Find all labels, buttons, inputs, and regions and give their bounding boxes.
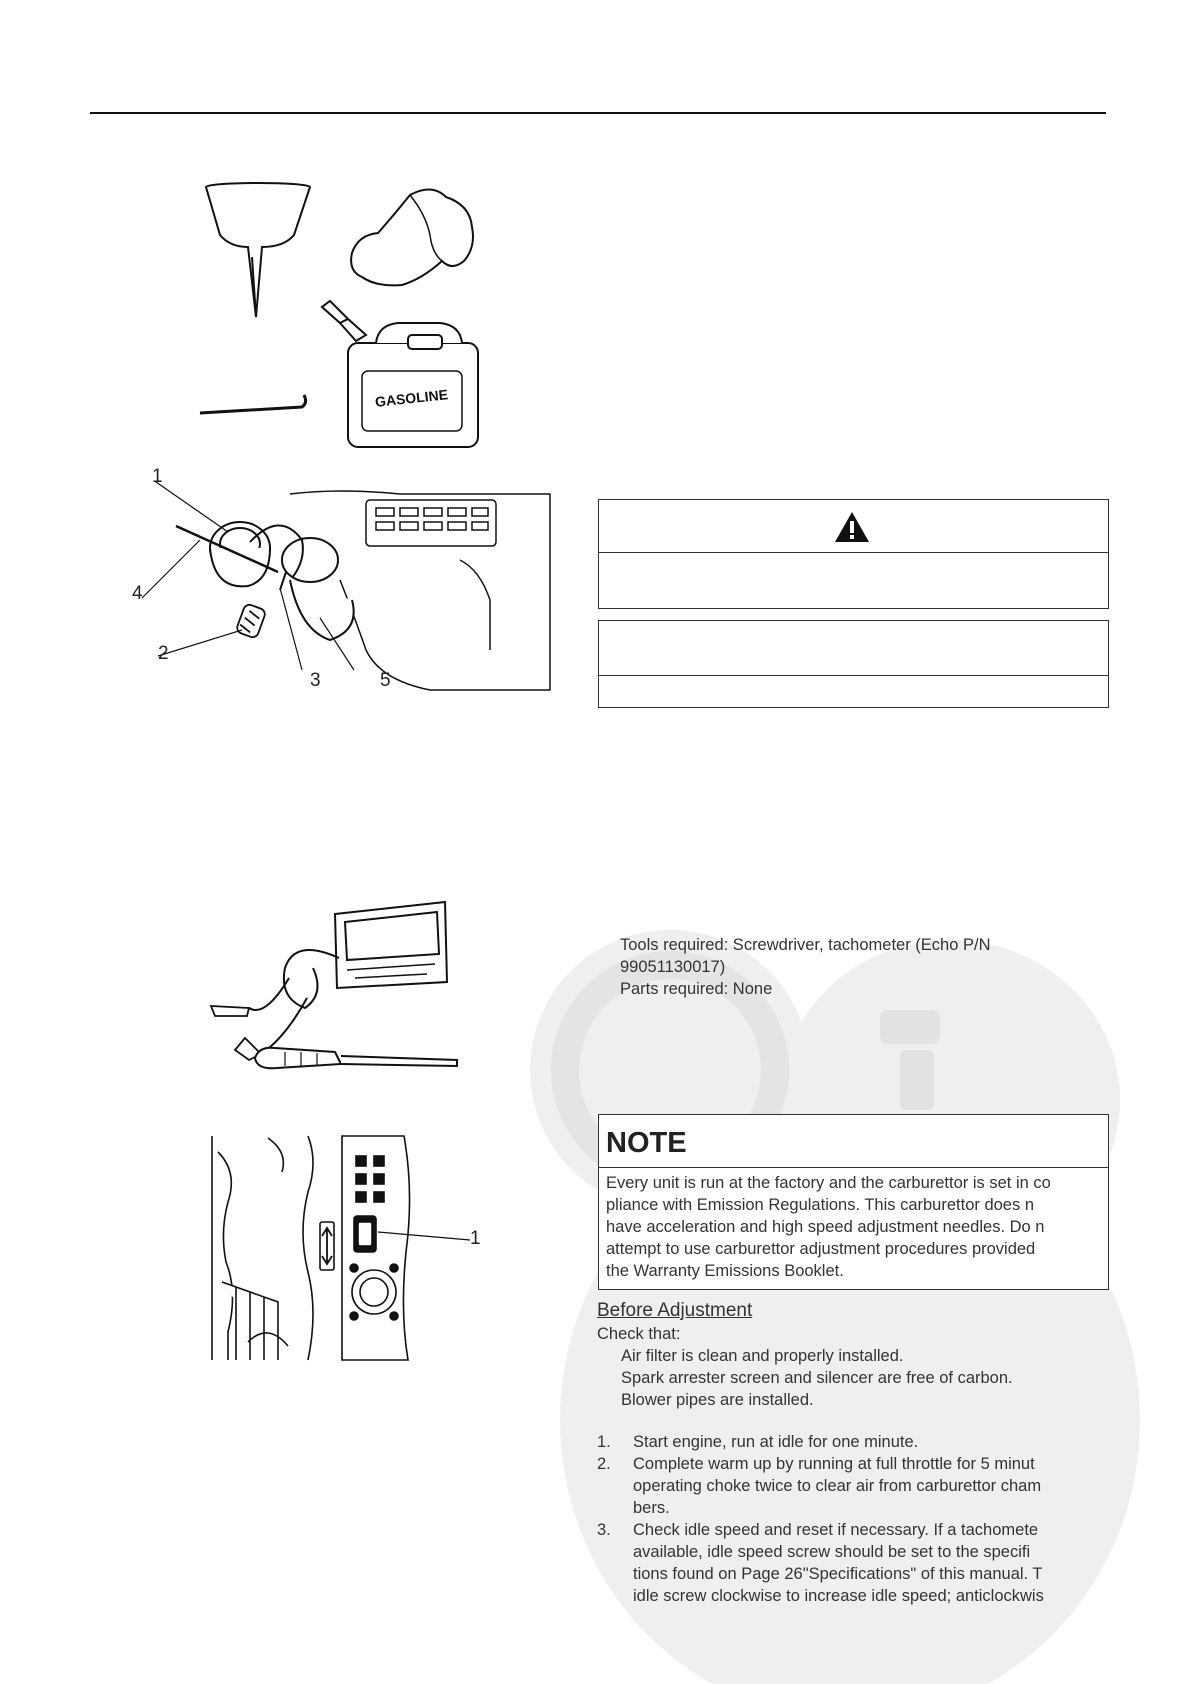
gasoline-can-icon [322,301,478,447]
check-item: Spark arrester screen and silencer are free of carbon. [621,1369,1013,1387]
step-3 [597,1519,1117,1607]
step-number: 1. [597,1433,611,1451]
warning-triangle-icon [833,510,871,544]
note-line: pliance with Emission Regulations. This carburettor does n [606,1196,1034,1214]
note-line: the Warranty Emissions Booklet. [606,1262,844,1280]
step-number: 3. [597,1521,611,1539]
tools-part-number: 99051130017) [620,958,726,976]
note-header [599,1115,1108,1168]
step-text: Check idle speed and reset if necessary. If a tachomete [633,1521,1039,1539]
warning-header [599,500,1108,553]
step-2 [597,1453,1117,1519]
fuel-tools-illustration [180,175,500,455]
callout-5: 5 [380,670,391,691]
before-adjustment-section [597,1299,1117,1607]
carburettor-illustration [208,1132,488,1362]
note-box [598,1114,1109,1290]
funnel-icon [206,183,310,317]
notice-header [599,621,1108,676]
rag-icon [351,189,473,285]
gasoline-label: GASOLINE [374,386,449,410]
check-item: Blower pipes are installed. [621,1391,814,1409]
callout-carb-1: 1 [470,1228,481,1249]
step-1 [597,1431,1117,1453]
note-line: attempt to use carburettor adjustment procedures provided [606,1240,1036,1258]
note-line: Every unit is run at the factory and the carburettor is set in co [606,1174,1051,1192]
fuel-filter-illustration [130,480,570,720]
wire-hook-icon [200,395,306,413]
step-text: idle screw clockwise to increase idle speed; anticlockwis [633,1587,1044,1605]
callout-2: 2 [158,643,169,664]
notice-box [598,620,1109,708]
callout-1: 1 [152,466,163,487]
callout-3: 3 [310,670,321,691]
screwdriver-icon [255,1048,457,1069]
alligator-clip-icon [211,1006,261,1060]
parts-required-text: Parts required: None [620,980,773,998]
step-text: Start engine, run at idle for one minute. [633,1433,919,1451]
note-title: NOTE [606,1127,687,1159]
tachometer-screwdriver-illustration [205,898,475,1078]
step-text: bers. [633,1499,670,1517]
step-text: available, idle speed screw should be set to the specifi [633,1543,1031,1561]
section-heading: Before Adjustment [597,1300,753,1321]
note-body [599,1168,1108,1282]
step-text: tions found on Page 26"Specifications" of this manual. T [633,1565,1043,1583]
warning-box [598,499,1109,609]
note-line: have acceleration and high speed adjustment needles. Do n [606,1218,1045,1236]
tachometer-icon [335,902,447,988]
step-number: 2. [597,1455,611,1473]
tools-required-text: Tools required: Screwdriver, tachometer (Echo P/N [620,936,991,954]
check-intro: Check that: [597,1325,681,1343]
callout-4: 4 [132,583,143,604]
check-item: Air filter is clean and properly installed. [621,1347,904,1365]
step-text: Complete warm up by running at full throttle for 5 minut [633,1455,1035,1473]
step-text: operating choke twice to clear air from carburettor cham [633,1477,1042,1495]
header-rule [90,112,1106,114]
